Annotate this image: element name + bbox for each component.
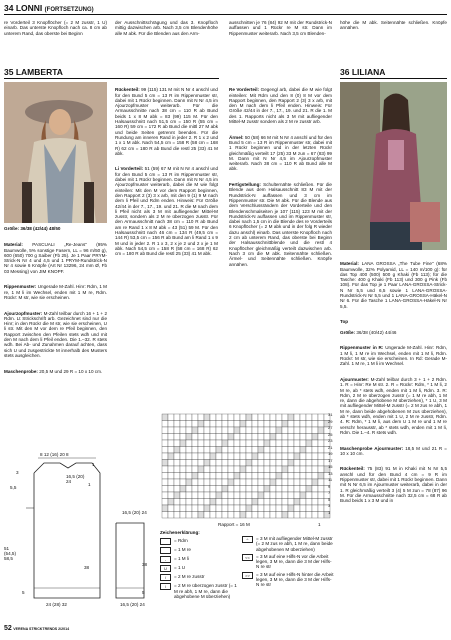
lamberta-photo: [4, 82, 107, 223]
legend-symbol: \: [160, 583, 171, 590]
legend-symbol: <<: [242, 554, 253, 561]
legend-text: = 1 M li: [174, 556, 189, 562]
back-paragraph: [115, 87, 218, 156]
top-heading: Top: [340, 319, 349, 325]
section-number: 34: [4, 3, 14, 13]
rib-pattern-paragraph: [4, 284, 107, 300]
gauge-label: Maschenprobe:: [4, 368, 38, 374]
lamberta-size: Größe: 36/38 (42/44) 48/50: [4, 226, 61, 231]
gauge-text: 20,5 M und 29 R = 10 x 10 cm.: [37, 368, 103, 374]
legend-symbol: -: [160, 556, 171, 563]
top-text-col2: der Ausschnittschrägung und das 3. Knopfloch mittig dazwischen arb. Nach 3,5 cm Blendenhöhe alle M abk. Für die Blenden aus den Arm-: [115, 20, 218, 36]
chart-row-number: 31: [328, 412, 333, 417]
left-front-label: Li Vorderteil:: [115, 166, 144, 172]
section-title: LONNI: [15, 3, 43, 13]
material-label: Material:: [4, 242, 23, 248]
liliana-photo: [340, 82, 447, 250]
chart-row-number: 3: [328, 503, 331, 508]
legend-symbol: [160, 538, 171, 545]
chart-legend: [160, 530, 240, 601]
liliana-back-paragraph: [340, 466, 447, 503]
chart-row-number: 19: [328, 451, 333, 456]
chart-row-number: 21: [328, 444, 333, 450]
legend-symbol: U: [160, 565, 171, 572]
section-header-36: [340, 67, 447, 79]
section-number: 35: [4, 67, 14, 77]
right-front-paragraph: [229, 87, 332, 124]
legend-text: = Rdm: [174, 538, 188, 544]
chart-row-number: 7: [328, 490, 331, 495]
material-paragraph: [4, 242, 107, 274]
sleeve-top-label: 16,5 (20) 24: [122, 510, 147, 515]
liliana-material-label: Material:: [340, 261, 359, 267]
knitting-chart: [160, 412, 336, 520]
legend-text: = 3 M mit aufliegender Mittel-M zusstr (= 2 M zus re abh, 1 M re, dann beide abgehobenen M überziehen): [256, 536, 333, 552]
top-text-col1: re Vorderteil 3 Knopflöcher (= 2 M zusstr, 1 U) einarb. Das unterste Knopfloch nach ca. 8 cm ab unterem Rand, das oberste bei Beginn: [4, 20, 107, 36]
schematic-top-label2: 1: [92, 462, 95, 467]
header-rule: [4, 14, 447, 15]
legend-item: [160, 547, 240, 554]
section-title: LILIANA: [351, 67, 386, 77]
legend-text: = 2 M re zusstr: [174, 574, 205, 580]
liliana-back-text: 75 (83) 91 M in Khaki mit N Nr 5,5 anschl und für den Bund 4 cm = 9 R im Rippenmuster str, dabei mit 1 Rückr beginnen. Dann mit N Nr 6,5 im Ajourmuster weiterarb, dabei in der 1. R gleichmäßig verteilt 3 (4) 5 M zun = 78 (87) 96 M. Für die Armausschnitte nach 32,5 cm = 68 R ab Bund beids 1 x 3 M und in: [340, 466, 447, 504]
liliana-gauge-paragraph: [340, 446, 447, 457]
right-front-text: Gegengl arb, dabei die M wie folgt einteilen: Mit Rdm und den 8 (0) 8 M vor dem Rapport beginnen, den Rapport 2 (3) 3 x arb, mit den M nach dem li Pfeil enden. Hinweis: Für Größe 42/44 in der 7., 17., 19. und 21. R die 1. M des 1. Rapports nicht als 3 M mit aufliegender Mittel-M zusstr sondern als 2 M re zusstr arb.: [229, 87, 332, 125]
legend-item: [160, 583, 240, 599]
top-text-col4: höhe die M abk. Seitennähte schließen. Knöpfe annähen.: [340, 20, 447, 31]
left-front-paragraph: [115, 166, 218, 256]
schematic-left-label1: 3: [16, 470, 19, 475]
liliana-gauge-label: Maschenprobe Ajourmuster:: [340, 445, 404, 451]
schematic-height-label: 51 (54,5) 58,5: [4, 546, 17, 561]
section-number: 36: [340, 67, 350, 77]
schematic-bottom-label2: 5: [22, 590, 25, 595]
magazine-brand: VERENA STRICKTRENDS 2/2014: [13, 627, 70, 631]
liliana-rib-label: Rippenmuster in R:: [340, 345, 384, 351]
legend-item: [242, 554, 334, 570]
section-title: LAMBERTA: [15, 67, 63, 77]
legend-symbol: [160, 547, 171, 554]
liliana-material-text: LANA GROSSA „The Tube Fine" (68% Baumwolle, 32% Polyamid, LL = 140 m/100 g): für das Top 400 (500) 500 g Khaki (Fb 113); für die Tasche: 400 g Khaki (Fb 113) und 300 g Pink (Fb 108). Für das Top je 1 Paar LANA-GROSSA-Strick-N Nr 5,5 und 6,5 sowie 1 LANA-GROSSA-Rundstrick-N Nr 5,5 und 1 LANA-GROSSA-Häkel-N Nr 6. Für die Tasche 1 LANA-GROSSA-Häkel-N Nr 5,5.: [340, 261, 447, 309]
schematic-inner2: 1: [88, 482, 91, 487]
chart-legend-right: [242, 536, 334, 590]
schematic-left-label2: 5,5: [10, 485, 17, 490]
gauge-paragraph: [4, 369, 107, 374]
page-footer: [4, 625, 69, 632]
liliana-material-paragraph: [340, 261, 447, 309]
legend-item: [242, 572, 334, 588]
chart-grid: [162, 414, 330, 518]
legend-item: [242, 536, 334, 552]
rib-label: Rippenmuster:: [4, 284, 37, 290]
legend-symbol: /: [160, 574, 171, 581]
sleeve-paragraph: [229, 135, 332, 172]
section-suffix: (FORTSETZUNG): [44, 7, 94, 13]
chart-row-number: 11: [328, 477, 333, 482]
ajour-label: Ajourzopfmuster:: [4, 310, 43, 316]
chart-row-number: 29: [328, 418, 333, 424]
left-front-text: 51 (59) 67 M mit N Nr 4 anschl und für den Bund 5 cm = 13 R im Rippenmuster str, dabei mit 1 Rückr beginnen. Dann mit N Nr 4,5 im Ajourzopfmuster weiterarb, dabei die M wie folgt einteilen: Mit den M vor dem Rapport beginnen, den Rapport 2 (3) 3 x arb, mit den 9 (1) 9 M nach dem li Pfeil und Rdm enden. Hinweis: Für Größe 42/44 in der 7., 17., 19. und 21. R die M nach dem li Pfeil nicht als 3 M mit aufliegender Mittel-M zusstr, sondern als 2 M re überzogen zusstr. Für den Armausschnitt nach 38 cm = 110 R ab Bund am re Rand 1 x 8 M abk = 43 (51) 59 M. Für den Halsausschnitt nach 46 cm = 134 R (49,5 cm = 144 R) 53,5 cm = 156 R ab Bund am li Rand 1 x 9 M und in jeder 2. R 1 x 3, 2 x je 2 und 2 x je 1 M abk. Nach 54,5 cm = 158 R (58 cm = 168 R) 62 cm = 180 R ab Bund die restl 25 (33) 41 M abk.: [115, 166, 218, 257]
chart-row-number: 13: [328, 470, 333, 476]
lamberta-col2: [115, 82, 218, 262]
finishing-label: Fertigstellung:: [229, 182, 261, 188]
chart-row-number: 27: [328, 425, 333, 430]
chart-repeat-label: Rapport = 16 M: [218, 522, 250, 527]
legend-text: = 1 M re: [174, 547, 191, 553]
chart-row-number: 9: [328, 483, 331, 489]
sleeve-label: Ärmel:: [229, 134, 244, 140]
legend-item: [160, 574, 240, 581]
legend-text: = 3 M auf eine Hilfs-N hinter die Arbeit legen, 3 M re, dann die 3 M der Hilfs-N re str: [256, 571, 334, 588]
finishing-paragraph: [229, 182, 332, 267]
lamberta-col1: [4, 237, 107, 379]
liliana-back-label: Rückenteil:: [340, 466, 365, 472]
sleeve-height-label: 38: [142, 562, 148, 567]
ajour-text: M-Zahl teilbar durch 16 + 1 + 2 Rdm. Lt Strickschrift arb. Gezeichnet sind nur die Hinr; in den Rückr die M str, wie sie erscheinen, U li str. Mit den M vor dem re Pfeil beginnen, den Rapport zwischen den Pfeilen stets wdh und mit den M nach dem li Pfeil enden. Die 1.–32. R stets wdh. Bei Ab- und Zunahmen darauf achten, dass sich U und zusgestrickte M innerhalb des Musters stets ausgleichen.: [4, 310, 107, 358]
liliana-size-label: Größe:: [340, 329, 356, 335]
liliana-gauge-text: 18,5 M und 21 R = 10 x 10 cm.: [340, 445, 447, 456]
lamberta-col3: [229, 82, 332, 272]
page-number: 52: [4, 625, 12, 632]
sleeve-width-label: 16,5 (20) 24: [120, 602, 145, 607]
chart-row-numbers: [328, 412, 338, 516]
ajour-pattern-paragraph: [4, 311, 107, 359]
schematic-inner1: 16,5 (20) 24: [66, 474, 85, 484]
rib-text: Ungerade M-Zahl. Hinr: Rdm, 1 M re, 1 M li im Wechsel, enden mit 1 M re, Rdm. Rückr: M str, wie sie erscheinen.: [4, 284, 107, 300]
legend-title: Zeichenerklärung:: [160, 530, 200, 535]
chart-col-one: 1: [318, 522, 321, 527]
right-front-label: Re Vorderteil:: [229, 87, 260, 93]
chart-row-number: 17: [328, 457, 333, 463]
header-rule: [4, 78, 219, 79]
header-rule: [340, 78, 447, 79]
liliana-col: [340, 256, 447, 509]
schematic-height-label2: 38: [84, 565, 90, 570]
section-header-34: [4, 3, 447, 15]
schematic-top-label: 8 12 (16) 20 8: [40, 452, 69, 457]
chart-row-number: 1: [328, 509, 331, 515]
legend-symbol: ^: [242, 536, 253, 543]
liliana-rib-text: Ungerade M-Zahl. Hinr: Rdm, 1 M li, 1 M re im Wechsel, enden mit 1 M li, Rdm. Rückr: M str, wie sie erscheinen. In Rd: Gerade M-Zahl. 1 M re, 1 M li im Wechsel.: [340, 345, 447, 367]
sleeve-height-label2: 5: [142, 590, 145, 595]
top-text-col3: ausschnitten je 76 (84) 92 M mit der Rundstrick-N auffassen und 1 Rückr re M str. Dann im Rippenmuster weiterarb. Nach 3,5 cm Blenden-: [229, 20, 332, 36]
liliana-size-paragraph: [340, 330, 447, 335]
legend-item: [160, 565, 240, 572]
section-header-35: [4, 67, 219, 79]
back-label: Rückenteil:: [115, 87, 140, 93]
material-text: PASCUALI „Re-Jeans" (95% Baumwolle, 5% sonstige Fasern, LL = 96 m/50 g), 600 (650) 700 g Saiber (Fb 25). Je 1 Paar PRYM-Strick-N Nr 4 und 4,5 und 1 PRYM-Rundstrick-N Nr 4 sowie 6 Knöpfe (Art Nr 13296, 24 mm Ø, Fb 03 Messing) von JIM KNOPF.: [4, 242, 107, 274]
back-text: 99 (115) 131 M mit N Nr 4 anschl und für den Bund 5 cm = 13 R im Rippenmuster str, dabei mit 1 Rückr beginnen. Dann mit N Nr 4,5 im Ajourzopfmuster weiterarb. Für die Armausschnitte nach 38 cm = 110 R ab Bund beids 1 x 8 M abk = 83 (99) 115 M. Für den Halsausschnitt nach 51,5 cm = 150 R (55 cm = 160 R) 59 cm = 172 R ab Bund die mittl 27 M abk und beide Seiten getrennt beenden. Für die Rundung am inneren Rand in jeder 2. R 1 x 2 und 1 x 1 M abk. Nach 54,5 cm = 158 R (58 cm = 168 R) 62 cm = 180 R ab Bund die restl 25 (33) 41 M abk.: [115, 87, 218, 156]
legend-item: [160, 538, 240, 545]
legend-text: = 3 M auf eine Hilfs-N vor die Arbeit legen, 3 M re, dann die 3 M der Hilfs-N re str: [256, 553, 332, 570]
liliana-rib-paragraph: [340, 345, 447, 366]
liliana-top-heading: [340, 319, 447, 324]
chart-row-number: 25: [328, 431, 333, 437]
chart-row-number: 23: [328, 438, 333, 443]
liliana-ajour-label: Ajourmuster:: [340, 376, 369, 382]
sleeve-text: 50 (58) 66 M mit N Nr 4 anschl und für den Bund 5 cm = 13 R im Rippenmuster str, dabei mit 1 Rückr beginnen und in der letzten Rückr gleichmäßig verteilt 17 (25) 33 M zun = 67 (83) 99 M. Dann mit N Nr 4,5 im Ajourzopfmuster weiterarb. Nach 38 cm = 110 R ab Bund alle M abk.: [229, 134, 332, 172]
legend-text: = 2 M re überzogen zusstr (= 1 M re abh, 1 M re, dann die abgehobene M überziehen): [174, 583, 237, 599]
schematic-bottom-label: 24 (28) 32: [46, 602, 67, 607]
liliana-ajour-text: M-Zahl teilbar durch 3 + 1 + 2 Rdm. 1. R = Hinr: Re M str. 2. R = Rückr: Rdm, * 1 M li, 2 M re, ab * stets wdh, enden mit 1 M li, Rdm. 3. R: Rdm, 2 M re überzogen zusstr (= 1 M re abh, 1 M re, dann die abgehobene M überziehen), * 1 U, 3 M mit aufliegender Mittel-M zusstr (= 2 M zus re abh, 1 M re, dann beide abgehobenen M zus überziehen), ab * stets wdh, enden mit 1 U, 2 M re zusstr, Rdm. 4. R: Rdm, * 1 M li, aus dem U 1 M re und 1 M re verschr herausstr, ab * stets wdh, enden mit 1 M li, Rdm. Die 1.–4. R stets wdh.: [340, 376, 447, 435]
chart-row-number: 5: [328, 496, 331, 502]
legend-symbol: >>: [242, 572, 253, 579]
finishing-text: Schulternähte schließen. Für die Blende aus dem Halsausschnitt 83 M mit der Rundstrick-N auffassen und 3 cm im Rippenmuster str. Die M abk. Für die Blende aus dem Verschlussrändern der Vorderteile und den Blendenschmalseiten je 107 (115) 123 M mit der Rundstrick-N auffassen und im Rippenmuster str, dabei nach 1,5 cm in die Blende des re Vorderteils 6 Knopflöcher (= 2 M abk und in der folg R wieder dazu anschl) einarb. Das unterste Knopfloch nach 2 cm ab unterem Rand, das oberste bei Beginn der Halsausschnittblende und die restl 4 Knopflöcher gleichmäßig verteilt dazwischen arb. Nach 3 cm die M abk. Seitennähte schließen. Ärmel- und Seitennähte schließen. Knöpfe annähen.: [229, 182, 332, 267]
chart-row-number: 15: [328, 464, 333, 469]
liliana-ajour-paragraph: [340, 377, 447, 435]
legend-text: = 1 U: [174, 565, 186, 571]
legend-item: [160, 556, 240, 563]
liliana-size-text: 36/38 (40/42) 44/46: [355, 329, 397, 335]
